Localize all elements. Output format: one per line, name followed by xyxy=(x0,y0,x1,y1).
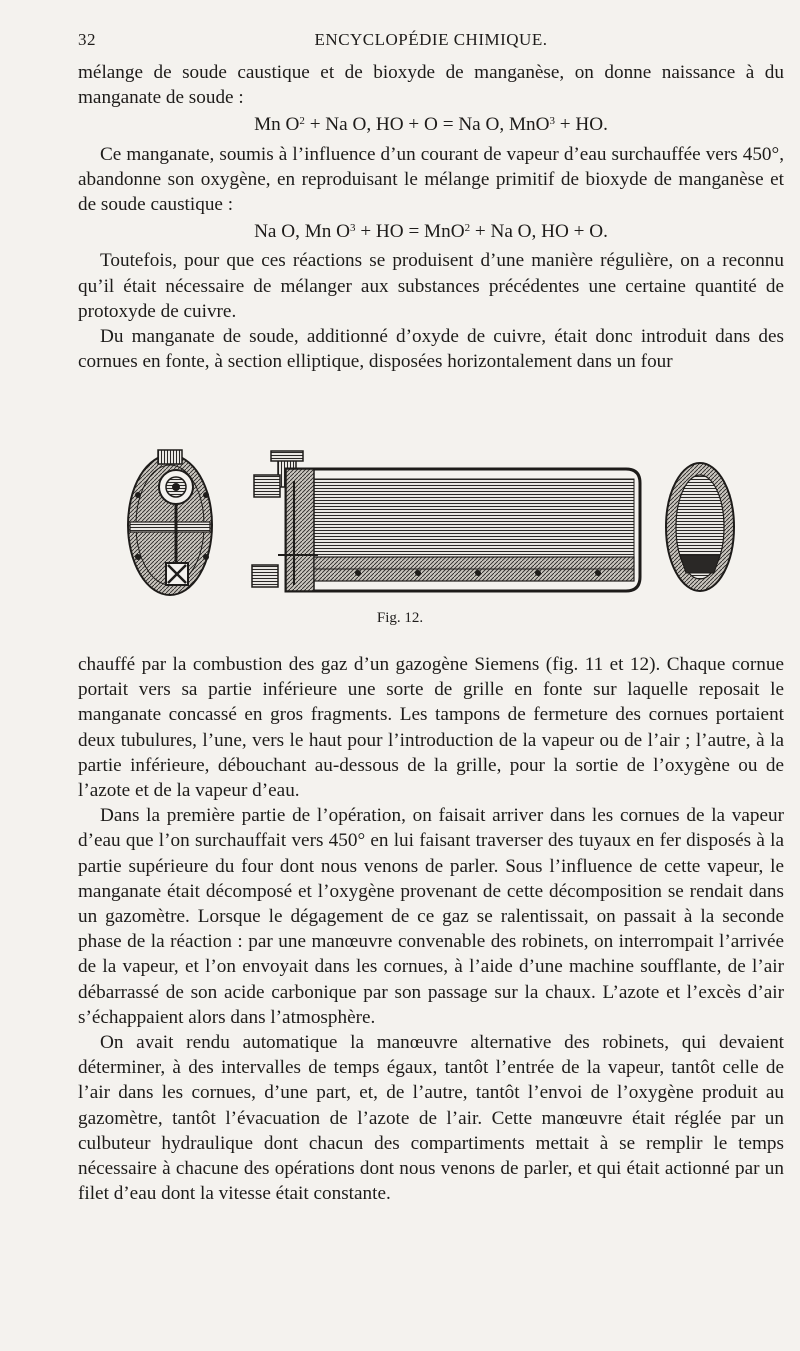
eq1-part-c: + HO. xyxy=(554,114,608,136)
eq2-part-a: Na O, Mn O xyxy=(254,221,351,243)
retort-engraving xyxy=(118,445,748,615)
eq2-part-b: + HO = MnO xyxy=(355,221,465,243)
eq2-sup-b: 2 xyxy=(464,222,471,235)
paragraph-1: mélange de soude caustique et de bioxyde de manganèse, on donne naissance à du manganate de soude : xyxy=(78,62,784,109)
retort-cross-section xyxy=(666,463,734,591)
eq1-part-a: Mn O xyxy=(254,114,300,136)
eq2-sup-a: 3 xyxy=(350,222,356,235)
eq2-part-c: + Na O, HO + O. xyxy=(470,221,608,243)
equation-2 xyxy=(78,219,784,244)
paragraph-2: Ce manganate, soumis à l’influence d’un courant de vapeur d’eau surchauffée vers 450°, abandonne son oxygène, en reproduisant le mélange primitif de bioxyde de manganèse et de soude caustique : xyxy=(78,143,784,216)
equation-1 xyxy=(78,112,784,137)
stopper-end-view xyxy=(128,450,212,595)
paragraph-7: On avait rendu automatique la manœuvre alternative des robinets, qui devaient déterminer, à des intervalles de temps égaux, tantôt l’entrée de la vapeur, tantôt celle de l’air dans les cornues, d’une part, et, de l’autre, tantôt l’envoi de l’oxygène produit au gazomètre, tantôt l’évacuation de l’azote de l’air. Cette manœuvre était réglée par un culbuteur hydraulique dont chacun des compartiments mettait à se remplir le temps nécessaire à chacune des opérations dont nous venons de parler, et qui était actionné par un filet d’eau dont la vitesse était constante. xyxy=(78,1032,784,1205)
page-header xyxy=(78,30,784,54)
figure-caption: Fig. 12. xyxy=(376,610,424,626)
paragraph-5: chauffé par la combustion des gaz d’un gazogène Siemens (fig. 11 et 12). Chaque cornue portait vers sa partie inférieure une sorte de grille en fonte sur laquelle reposait le manganate concassé en gros fragments. Les tampons de fermeture des cornues portaient deux tubulures, l’une, vers le haut pour l’introduction de la vapeur ou de l’air ; l’autre, à la partie inférieure, débouchant au-dessous de la grille, pour la sortie de l’oxygène ou de l’azote et de la vapeur d’eau. xyxy=(78,654,784,802)
paragraph-3: Toutefois, pour que ces réactions se produisent d’une manière régulière, on a reconnu qu’il était nécessaire de mélanger aux substances précédentes une certaine quantité de protoxyde de cuivre. xyxy=(78,250,784,322)
page-number: 32 xyxy=(78,30,96,49)
eq1-sup-a: 2 xyxy=(299,115,305,128)
text-block-bottom xyxy=(78,652,784,1206)
running-title: ENCYCLOPÉDIE CHIMIQUE. xyxy=(314,30,548,49)
paragraph-6: Dans la première partie de l’opération, on faisait arriver dans les cornues de la vapeur d’eau que l’on surchauffait vers 450° en lui faisant traverser des tuyaux en fer disposés à la partie supérieure du four dont nous venons de parler. Sous l’influence de cette vapeur, le manganate était décomposé et l’oxygène provenant de cette décomposition se rendait dans un gazomètre. Lorsque le dégagement de ce gaz se ralentissait, on passait à la seconde phase de la réaction : par une manœuvre convenable des robinets, on interrompait l’arrivée de la vapeur, et l’on envoyait dans les cornues, à l’aide d’une machine soufflante, de l’air débarrassé de son acide carbonique par son passage sur la chaux. L’azote et l’excès d’air s’échappaient alors dans l’atmosphère. xyxy=(78,805,784,1028)
eq1-sup-b: 3 xyxy=(549,115,555,128)
text-block-top xyxy=(78,60,784,374)
paragraph-4: Du manganate de soude, additionné d’oxyde de cuivre, était donc introduit dans des cornues en fonte, à section elliptique, disposées horizontalement dans un four xyxy=(78,326,784,373)
retort-section xyxy=(252,451,640,591)
eq1-part-b: + Na O, HO + O = Na O, MnO xyxy=(304,114,550,136)
